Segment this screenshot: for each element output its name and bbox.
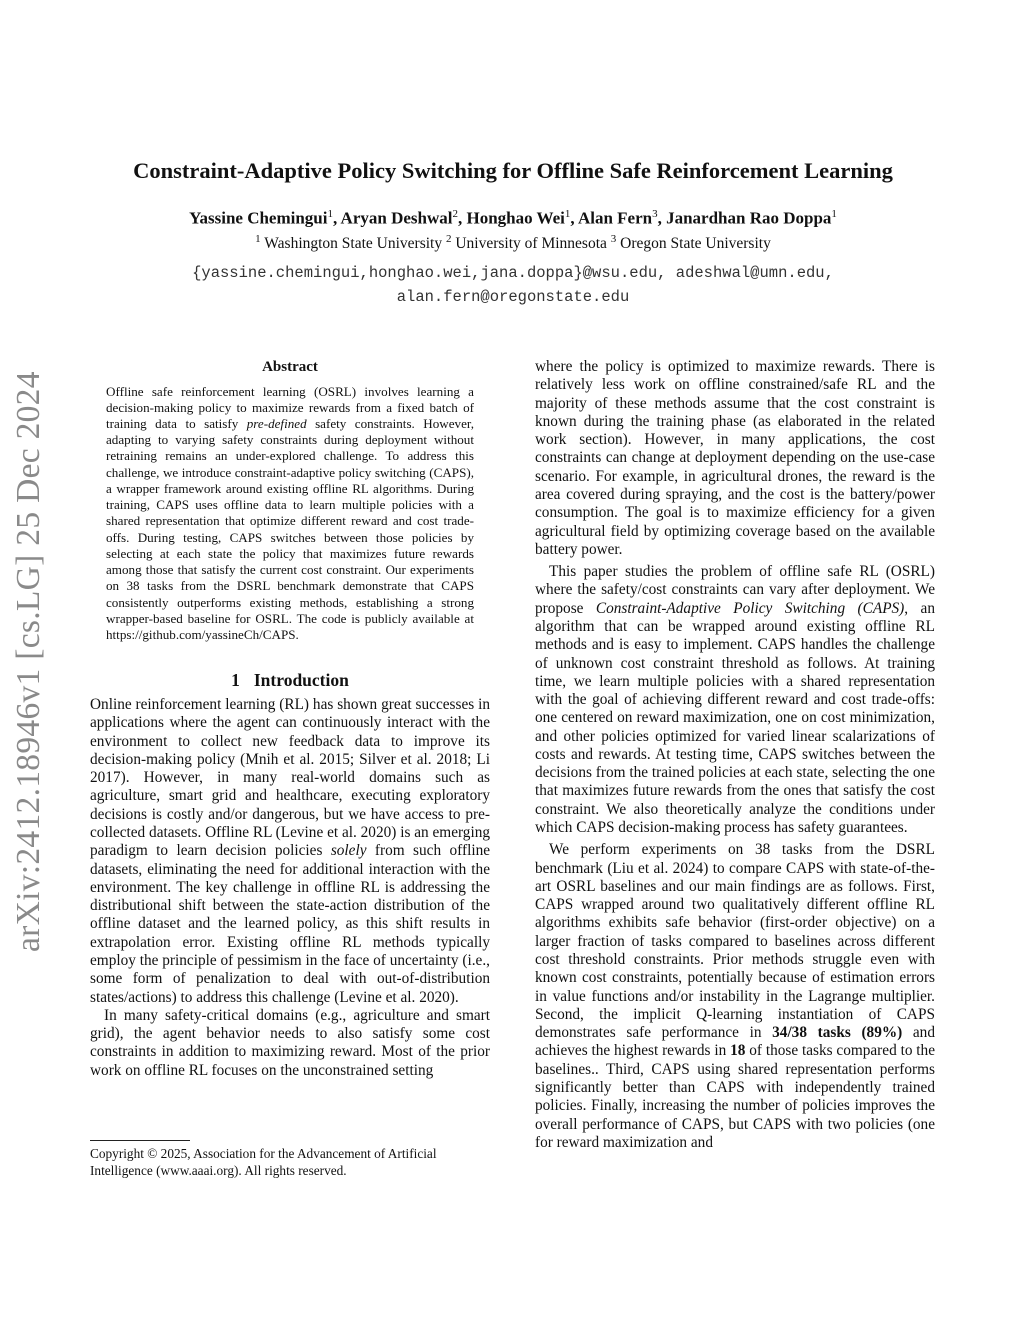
- paper-header: [90, 155, 936, 309]
- affiliation-number: 1: [255, 233, 261, 246]
- affiliation-number: 3: [610, 233, 617, 246]
- author-list: Yassine Chemingui$^1$, Aryan Deshwal$^2$, Honghao Wei$^1$, Alan Fern$^3$, Janardhan Rao Doppa$^1$: [189, 207, 837, 228]
- paragraph-text: Online reinforcement learning (RL) has shown great successes in applications where the agent can continuously interact with the environment to collect new feedback data to improve its decision-making policy (Mnih et al. 2015; Silver et al. 2018; Li 2017). However, in many real-world domains such as agriculture, smart grid and healthcare, executing exploratory decisions is costly and/or dangerous, but we have access to pre-collected datasets. Offline RL (Levine et al. 2020) is an emerging paradigm to learn decision policies: [90, 696, 490, 860]
- section-number: 1: [231, 670, 240, 691]
- author-affiliation-mark: 1: [831, 207, 837, 220]
- author-name: Aryan Deshwal: [340, 208, 453, 228]
- abstract-heading: Abstract: [262, 359, 318, 375]
- right-paragraph-3: [535, 841, 935, 1152]
- left-column: [90, 358, 490, 1080]
- abstract-text-part: safety constraints. However, adapting to varying safety constraints during deployment without retraining remains an under-explored challenge. To address this challenge, we introduce constraint-adaptive policy switching (CAPS), a wrapper framework around existing offline RL algorithms. During training, CAPS uses offline data to learn multiple policies with a shared representation that optimize different reward and cost trade-offs. During testing, CAPS switches between those policies by selecting at each state the policy that maximizes future rewards among those that satisfy the current cost constraint. Our experiments on 38 tasks from the DSRL benchmark demonstrate that CAPS consistently outperforms existing methods, establishing a strong wrapper-based baseline for OSRL. The code is publicly available at https://github.com/yassineCh/CAPS.: [106, 415, 475, 643]
- paragraph-text: This paper studies the problem of offline safe RL (OSRL) where the safety/cost constraints can vary after deployment. We propose: [535, 563, 935, 617]
- author-name: Honghao Wei: [466, 208, 565, 228]
- paragraph-text: of those tasks compared to the baselines.. Third, CAPS using shared representation performs significantly better than CAPS with independently trained policies. Finally, increasing the number of policies improves the overall performance of CAPS, but CAPS with two policies (one for reward maximization and: [535, 1042, 935, 1151]
- paragraph-emphasis: Constraint-Adaptive Policy Switching (CAPS): [595, 599, 905, 617]
- affiliation-name: Washington State University: [264, 235, 443, 253]
- abstract-text-part: Offline safe reinforcement learning (OSRL) involves learning a decision-making policy to maximize rewards from a fixed batch of training data to satisfy: [106, 383, 474, 431]
- footnote-divider: [90, 1140, 190, 1141]
- author-affiliation-mark: 1: [327, 207, 333, 220]
- paragraph-text: We perform experiments on 38 tasks from the DSRL benchmark (Liu et al. 2024) to compare CAPS with state-of-the-art OSRL baselines and our main findings are as follows. First, CAPS wrapped around two qualitatively different offline RL algorithms exhibits safe behavior (first-order objective) on a larger fraction of tasks compared to baselines across different cost threshold constraints. Prior methods struggle even with known cost constraints, potentially because of estimation errors in value functions and/or instability in the Lagrange multiplier. Second, the implicit Q-learning instantiation of CAPS demonstrates safe performance in: [535, 841, 935, 1042]
- author-affiliation-mark: 2: [452, 207, 458, 220]
- abstract-text: [106, 384, 474, 644]
- affiliation-name: Oregon State University: [620, 235, 771, 253]
- arxiv-identifier-stamp: arXiv:2412.18946v1 [cs.LG] 25 Dec 2024: [10, 371, 47, 952]
- copyright-footnote: Copyright © 2025, Association for the Advancement of Artificial Intelligence (www.aaai.org). All rights reserved.: [90, 1146, 437, 1179]
- author-affiliation-mark: 3: [652, 207, 658, 220]
- intro-paragraph-1: [90, 696, 490, 1007]
- section-heading-introduction: [90, 669, 490, 692]
- affiliation-name: University of Minnesota: [455, 235, 607, 253]
- author-emails: [90, 261, 936, 309]
- right-paragraph-2: [535, 563, 935, 837]
- author-name: Yassine Chemingui: [189, 208, 328, 228]
- email-line: alan.fern@oregonstate.edu: [396, 287, 630, 306]
- paragraph-text: from such offline datasets, eliminating the need for additional interaction with the environment. The key challenge in offline RL is addressing the distributional shift between the state-action distribution of the offline dataset and the learned policy, as this shift results in extrapolation error. Existing offline RL methods typically employ the principle of pessimism in the face of uncertainty (i.e., some form of penalization to deal with out-of-distribution states/actions) to address this challenge (Levine et al. 2020).: [90, 842, 491, 1006]
- paragraph-bold: 34/38 tasks (89%): [772, 1024, 903, 1042]
- affiliation-number: 2: [445, 233, 452, 246]
- paragraph-text: and achieves the highest rewards in: [535, 1024, 935, 1060]
- author-name: Janardhan Rao Doppa: [666, 208, 832, 228]
- affiliation-list: [90, 232, 936, 254]
- section-title: Introduction: [253, 670, 349, 691]
- right-paragraph-1: where the policy is optimized to maximize rewards. There is relatively less work on offline constrained/safe RL and the majority of these methods assume that the cost constraint is known during the training phase (as elaborated in the related work section). However, in many applications, the cost constraints can change at deployment depending on the use-case scenario. For example, in agricultural drones, the reward is the area covered during spraying, and the cost is the battery/power consumption. The goal is to maximize efficiency for a given agricultural field by optimizing coverage based on the available battery power.: [535, 358, 935, 558]
- intro-paragraph-2: In many safety-critical domains (e.g., agriculture and smart grid), the agent behavior needs to also satisfy some cost constraints in addition to maximizing reward. Most of the prior work on offline RL focuses on the unconstrained setting: [90, 1006, 490, 1079]
- author-name: Alan Fern: [577, 208, 653, 228]
- paper-title: Constraint-Adaptive Policy Switching for Offline Safe Reinforcement Learning: [133, 158, 893, 183]
- right-column: [535, 358, 935, 1152]
- paragraph-emphasis: solely: [330, 842, 367, 860]
- author-affiliation-mark: 1: [564, 207, 571, 220]
- email-line: {yassine.chemingui,honghao.wei,jana.doppa}@wsu.edu, adeshwal@umn.edu,: [192, 263, 834, 282]
- abstract-emphasis: pre-defined: [246, 415, 307, 431]
- paragraph-text: , an algorithm that can be wrapped around existing offline RL methods and is easy to implement. CAPS handles the challenge of unknown cost constraint threshold as follows. At training time, we learn multiple policies with a shared representation with the goal of achieving different reward and cost trade-offs: one centered on reward maximization, one on cost minimization, and other policies optimized for varied linear scalarizations of costs and rewards. At testing time, CAPS switches between the decisions from the trained policies at each state, selecting the one that maximizes future rewards from the ones that satisfy the cost constraint. We also theoretically analyze the conditions under which CAPS decision-making process has safety guarantees.: [535, 599, 935, 837]
- paragraph-bold: 18: [730, 1042, 746, 1060]
